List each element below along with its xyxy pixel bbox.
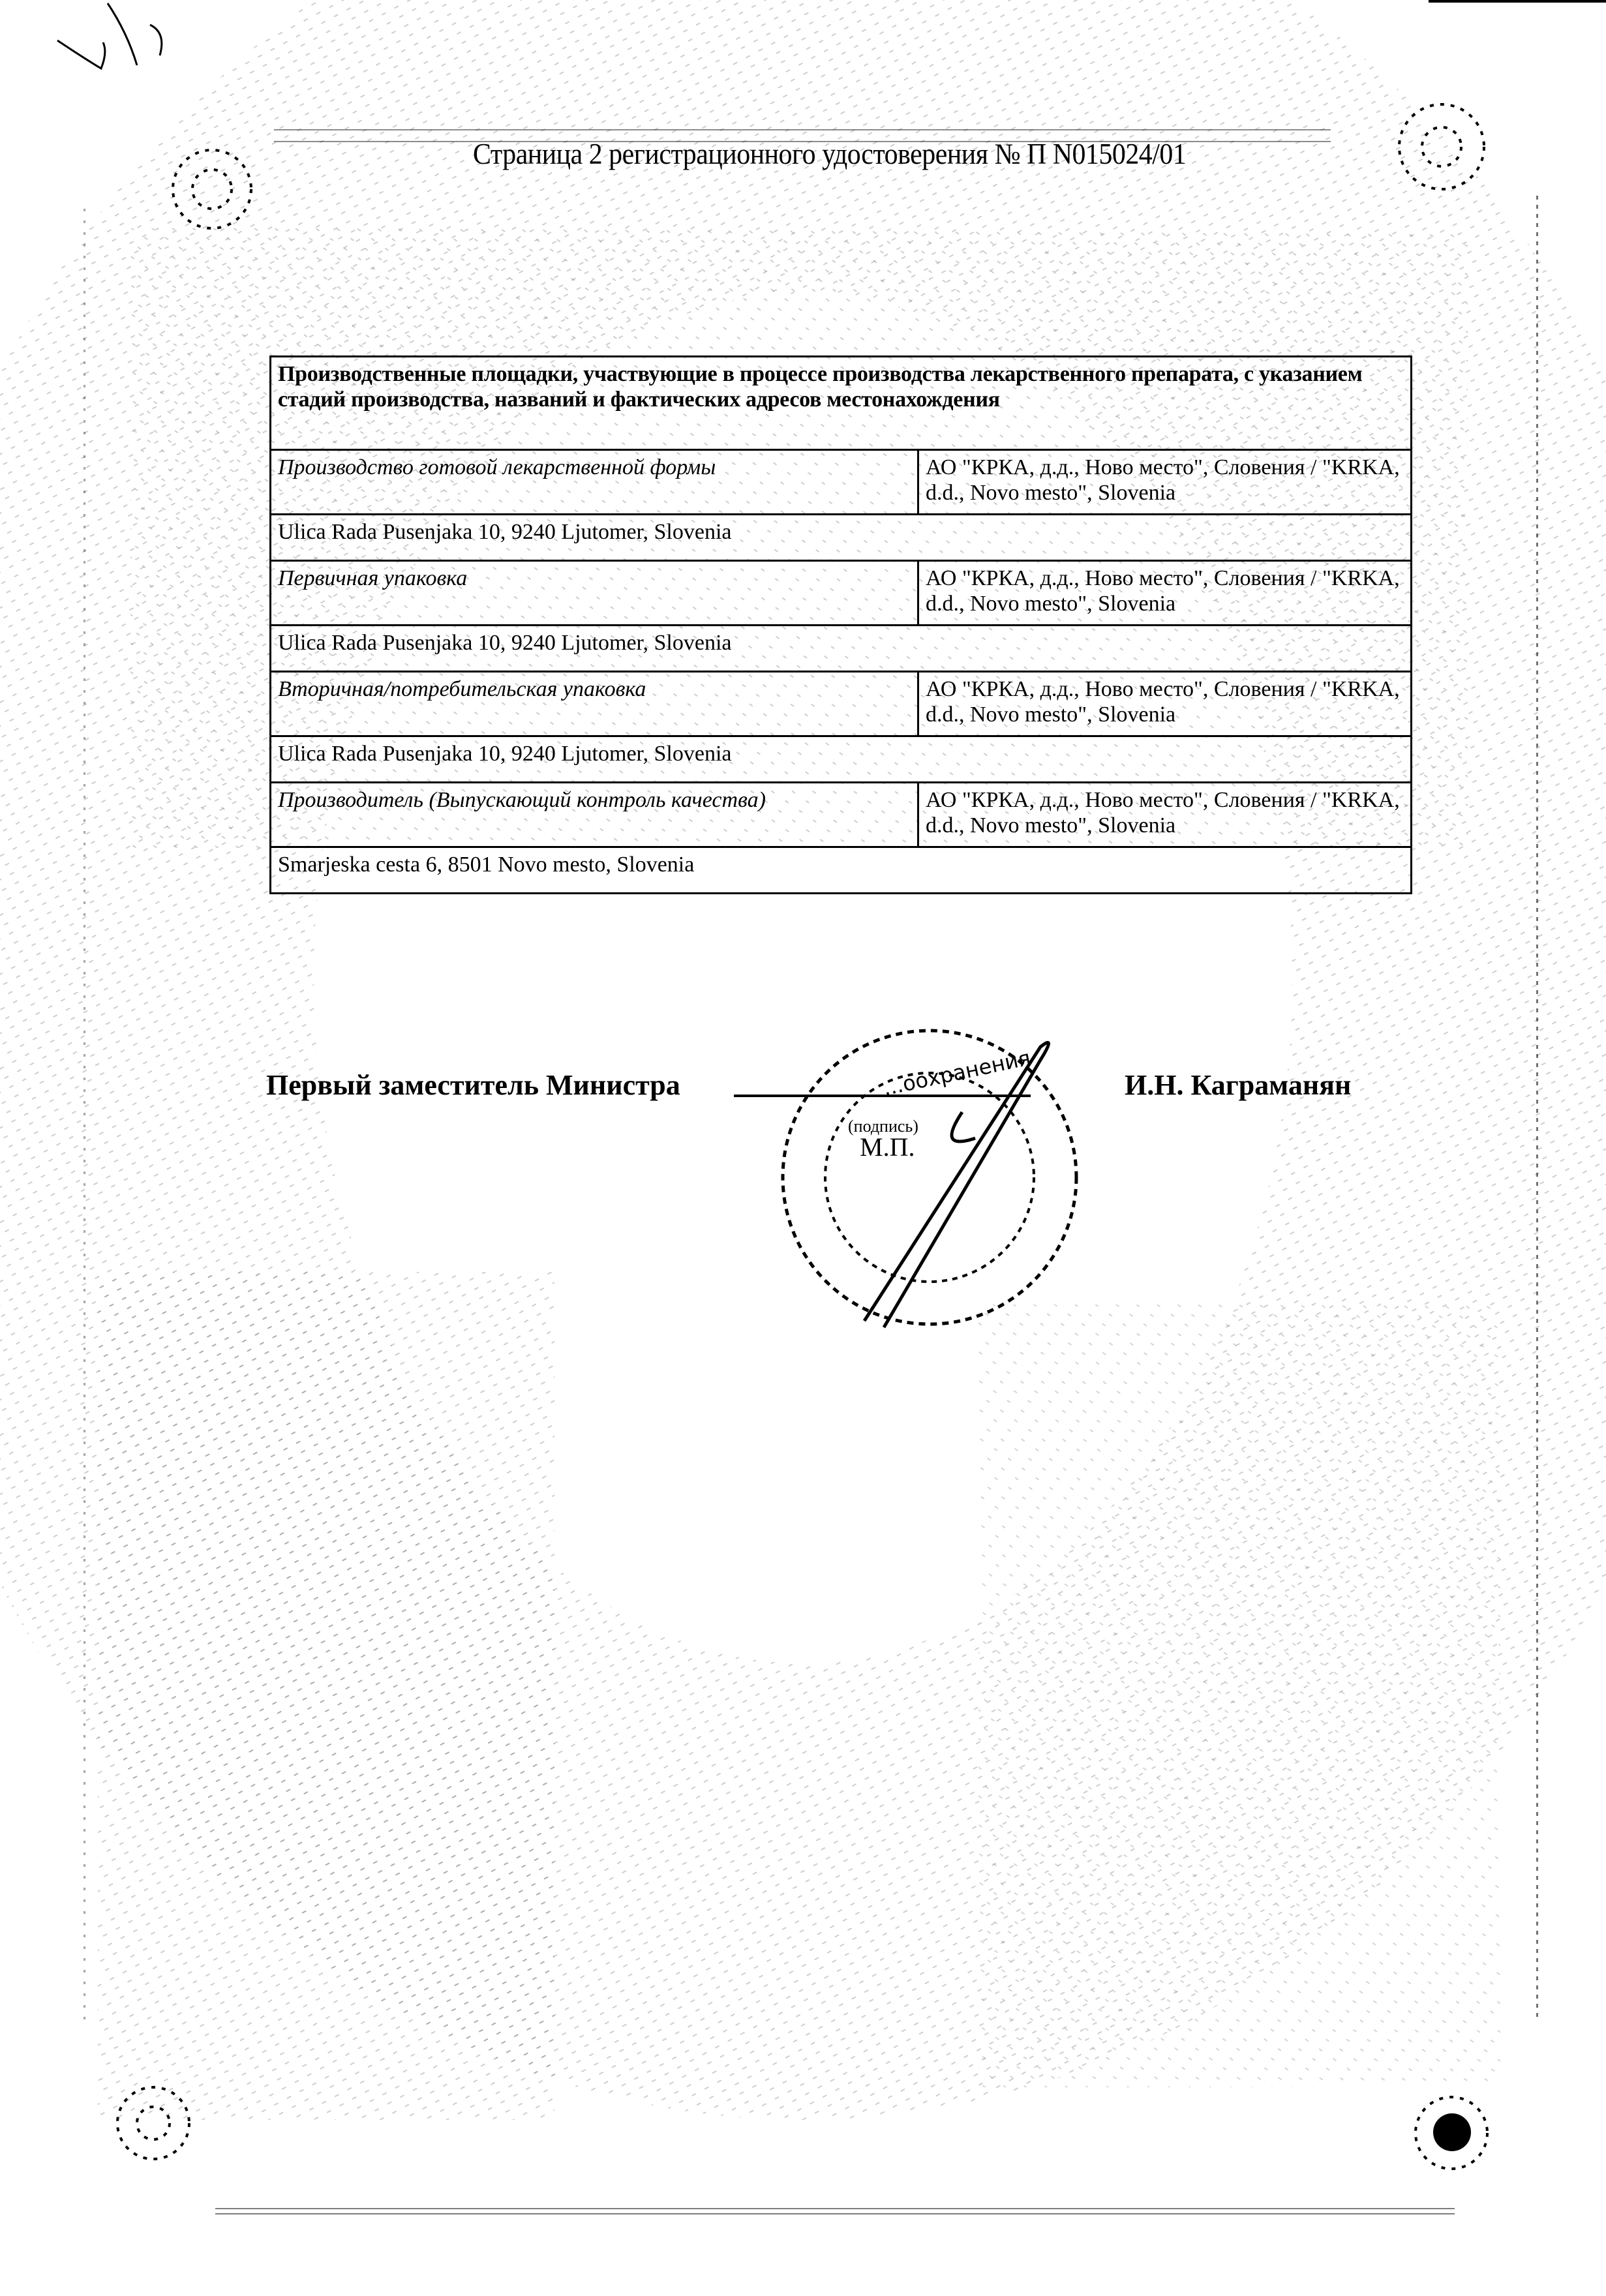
organization: АО "КРКА, д.д., Ново место", Словения / "KRKA, d.d., Novo mesto", Slovenia xyxy=(918,783,1412,847)
handwritten-mark-icon xyxy=(52,0,170,72)
svg-text:...оохранения: ...оохранения xyxy=(881,1045,1033,1101)
table-header: Производственные площадки, участвующие в процессе производства лекарственного препарата, с указанием стадий производства, названий и фактических адресов местонахождения xyxy=(271,357,1412,450)
organization: АО "КРКА, д.д., Ново место", Словения / "KRKA, d.d., Novo mesto", Slovenia xyxy=(918,450,1412,515)
corner-rosette-icon xyxy=(1386,91,1497,202)
stamp-label: М.П. xyxy=(860,1132,915,1162)
corner-rosette-icon xyxy=(98,2068,209,2179)
address: Smarjeska cesta 6, 8501 Novo mesto, Slovenia xyxy=(271,847,1412,894)
table-row xyxy=(271,672,1412,736)
table-row xyxy=(271,626,1412,672)
page-heading: Страница 2 регистрационного удостоверения № П N015024/01 xyxy=(473,138,1187,170)
table-row xyxy=(271,847,1412,894)
signature-caption: (подпись) xyxy=(848,1117,918,1136)
stage-label: Вторичная/потребительская упаковка xyxy=(271,672,918,736)
address: Ulica Rada Pusenjaka 10, 9240 Ljutomer, Slovenia xyxy=(271,515,1412,561)
production-sites-table xyxy=(269,355,1412,894)
page-edge-line xyxy=(1429,0,1606,3)
address: Ulica Rada Pusenjaka 10, 9240 Ljutomer, Slovenia xyxy=(271,626,1412,672)
organization: АО "КРКА, д.д., Ново место", Словения / "KRKA, d.d., Novo mesto", Slovenia xyxy=(918,672,1412,736)
bottom-ornament-band xyxy=(215,2208,1455,2214)
address: Ulica Rada Pusenjaka 10, 9240 Ljutomer, Slovenia xyxy=(271,736,1412,783)
stage-label: Производство готовой лекарственной формы xyxy=(271,450,918,515)
table-header-row xyxy=(271,357,1412,450)
table-row xyxy=(271,450,1412,515)
table-row xyxy=(271,736,1412,783)
stage-label: Первичная упаковка xyxy=(271,561,918,626)
official-seal-icon xyxy=(766,1008,1093,1334)
signatory-name: И.Н. Каграманян xyxy=(1125,1069,1352,1101)
left-border xyxy=(83,209,85,2022)
table-row xyxy=(271,783,1412,847)
stage-label: Производитель (Выпускающий контроль качества) xyxy=(271,783,918,847)
right-border xyxy=(1536,196,1538,2022)
organization: АО "КРКА, д.д., Ново место", Словения / "KRKA, d.d., Novo mesto", Slovenia xyxy=(918,561,1412,626)
corner-rosette-icon xyxy=(157,134,267,245)
black-dot-marker xyxy=(1433,2113,1471,2151)
signatory-position: Первый заместитель Министра xyxy=(266,1069,680,1101)
table-row xyxy=(271,561,1412,626)
table-row xyxy=(271,515,1412,561)
